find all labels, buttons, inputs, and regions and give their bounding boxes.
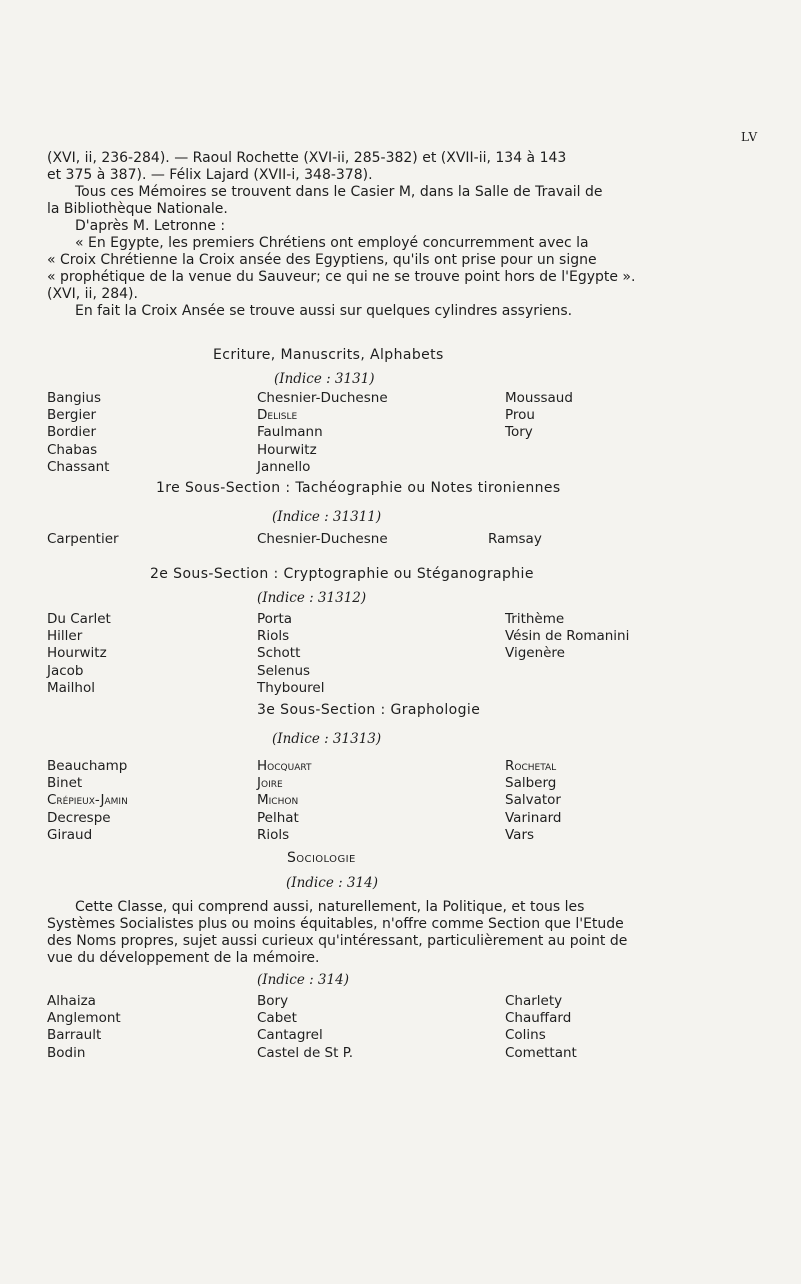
name-entry: Vésin de Romanini [505,628,630,645]
name-entry: Comettant [505,1044,577,1061]
name-entry: Prou [505,407,535,424]
name-entry: Binet [47,775,83,792]
name-entry: Varinard [505,809,562,826]
name-entry: Alhaiza [47,993,96,1009]
name-entry: Hocquart [257,758,312,774]
name-entry: Bangius [47,390,101,406]
name-entry: Carpentier [47,531,119,547]
names-column-left [47,390,109,476]
section-heading-ecriture: Ecriture, Manuscrits, Alphabets [213,347,444,363]
name-entry: Colins [505,1027,546,1044]
subsection-indice: (Indice : 31312) [257,590,367,606]
name-entry: Faulmann [257,424,323,441]
name-entry: Ramsay [488,531,542,547]
names-column-middle [257,611,325,697]
name-entry: Riols [257,826,290,843]
name-entry: Michon [257,792,299,809]
name-entry: Chassant [47,458,110,475]
para-line: Systèmes Socialistes plus ou moins équitables, n'offre comme Section que l'Etude [47,916,624,932]
intro-paragraph [47,150,759,320]
name-entry: Castel de St P. [257,1044,354,1061]
name-entry: Rochetal [505,758,557,774]
section-indice: (Indice : 314) [257,972,349,988]
names-column-right [505,758,561,844]
name-entry: Cantagrel [257,1027,323,1044]
name-entry: Schott [257,645,301,662]
names-column-left [47,531,119,548]
name-entry: Giraud [47,826,93,843]
name-entry: Salberg [505,775,557,792]
sociologie-paragraph [47,899,759,967]
intro-line: Tous ces Mémoires se trouvent dans le Casier M, dans la Salle de Travail de [75,184,603,200]
names-column-middle [257,390,388,476]
name-entry: Vigenère [505,645,565,662]
name-entry: Porta [257,611,293,627]
name-entry: Jannello [257,458,311,475]
page-number: LV [741,130,759,144]
name-entry: Chauffard [505,1010,572,1027]
name-entry: Salvator [505,792,561,809]
names-column-right [488,531,542,548]
name-entry: Trithème [505,611,565,627]
names-column-left [47,611,111,697]
name-entry: Decrespe [47,809,111,826]
name-entry: Riols [257,628,290,645]
intro-line: « En Egypte, les premiers Chrétiens ont employé concurremment avec la [75,235,589,251]
names-column-left [47,993,121,1062]
name-entry: Charlety [505,993,563,1009]
name-entry: Du Carlet [47,611,111,627]
name-entry: Delisle [257,407,298,424]
name-entry: Hiller [47,628,83,645]
name-entry: Barrault [47,1027,102,1044]
subsection-heading-tacheographie: 1re Sous-Section : Tachéographie ou Notes tironiennes [156,480,561,496]
name-entry: Chesnier-Duchesne [257,390,388,406]
name-entry: Bordier [47,424,97,441]
name-entry: Joire [257,775,283,792]
intro-line: et 375 à 387). — Félix Lajard (XVII-i, 348-378). [47,167,373,183]
name-entry: Cabet [257,1010,297,1027]
name-entry: Thybourel [257,679,325,696]
name-entry: Jacob [47,662,84,679]
section-indice: (Indice : 3131) [274,371,375,387]
intro-line: « Croix Chrétienne la Croix ansée des Egyptiens, qu'ils ont prise pour un signe [47,252,597,268]
para-line: vue du développement de la mémoire. [47,950,320,966]
intro-line: En fait la Croix Ansée se trouve aussi sur quelques cylindres assyriens. [75,303,573,319]
name-entry: Bodin [47,1044,86,1061]
para-line: des Noms propres, sujet aussi curieux qu'intéressant, particulièrement au point de [47,933,628,949]
name-entry: Moussaud [505,390,573,406]
section-heading-sociologie: Sociologie [287,850,356,866]
name-entry: Pelhat [257,809,299,826]
name-entry: Hourwitz [257,441,317,458]
names-column-left [47,758,128,844]
name-entry: Chesnier-Duchesne [257,531,388,547]
name-entry: Chabas [47,441,98,458]
name-entry: Bergier [47,407,97,424]
name-entry: Mailhol [47,679,95,696]
names-column-right [505,611,629,663]
intro-line: « prophétique de la venue du Sauveur; ce qui ne se trouve point hors de l'Egypte ». [47,269,636,285]
subsection-heading-cryptographie: 2e Sous-Section : Cryptographie ou Stéganographie [150,566,534,582]
name-entry: Hourwitz [47,645,107,662]
name-entry: Vars [505,826,535,843]
name-entry: Anglemont [47,1010,121,1027]
names-column-right [505,993,577,1062]
names-column-middle [257,758,311,844]
name-entry: Selenus [257,662,311,679]
name-entry: Tory [505,424,533,441]
names-column-middle [257,993,353,1062]
subsection-indice: (Indice : 31311) [272,509,382,525]
intro-line: D'après M. Letronne : [75,218,226,234]
para-line: Cette Classe, qui comprend aussi, naturellement, la Politique, et tous les [75,899,585,915]
section-indice: (Indice : 314) [286,875,378,891]
name-entry: Crépieux-Jamin [47,792,128,809]
intro-line: (XVI, ii, 236-284). — Raoul Rochette (XVI-ii, 285-382) et (XVII-ii, 134 à 143 [47,150,567,166]
intro-line: la Bibliothèque Nationale. [47,201,228,217]
names-column-middle [257,531,388,548]
subsection-indice: (Indice : 31313) [272,731,382,747]
names-column-right [505,390,573,442]
intro-line: (XVI, ii, 284). [47,286,138,302]
name-entry: Beauchamp [47,758,128,774]
subsection-heading-graphologie: 3e Sous-Section : Graphologie [257,702,481,718]
name-entry: Bory [257,993,289,1009]
